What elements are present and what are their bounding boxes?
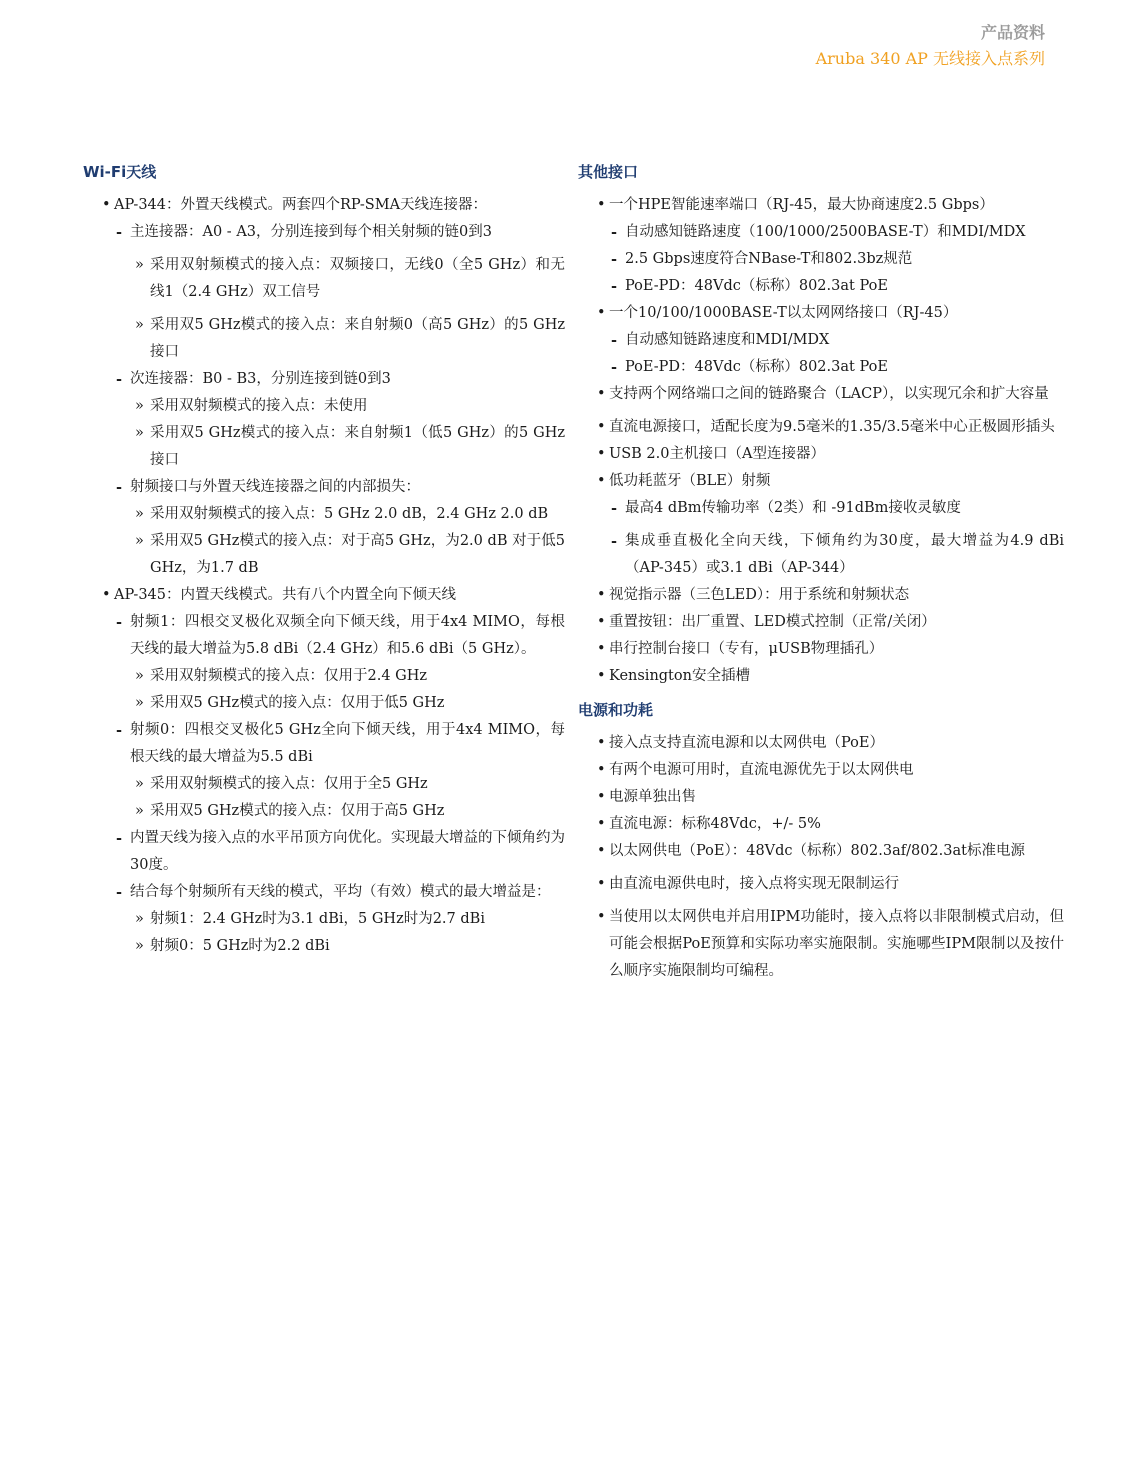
list-item: • 电源单独出售	[597, 789, 696, 805]
list-item: • 串行控制台接口（专有，μUSB物理插孔）	[597, 641, 884, 657]
list-item: - 主连接器：A0 - A3，分别连接到每个相关射频的链0到3	[116, 224, 492, 241]
list-item: • 一个10/100/1000BASE-T以太网网络接口（RJ-45）	[597, 305, 958, 321]
list-item: • 低功耗蓝牙（BLE）射频	[597, 473, 771, 489]
section-title-power: 电源和功耗	[578, 701, 654, 719]
list-item: • 一个HPE智能速率端口（RJ-45，最大协商速度2.5 Gbps）	[597, 197, 994, 213]
list-item: » 采用双射频模式的接入点：双频接口，无线0（全5 GHz）和无线1（2.4 GHz）双工信号	[135, 257, 565, 300]
list-item: - 射频1：四根交叉极化双频全向下倾天线，用于4x4 MIMO，每根天线的最大增益为5.8 dBi（2.4 GHz）和5.6 dBi（5 GHz）。	[116, 614, 565, 657]
list-item: » 采用双5 GHz模式的接入点：来自射频0（高5 GHz）的5 GHz接口	[135, 317, 565, 360]
list-item: - 自动感知链路速度（100/1000/2500BASE-T）和MDI/MDX	[611, 224, 1026, 241]
list-item: • 有两个电源可用时，直流电源优先于以太网供电	[597, 762, 914, 778]
list-item: » 采用双5 GHz模式的接入点：来自射频1（低5 GHz）的5 GHz接口	[135, 425, 565, 468]
list-item: » 采用双5 GHz模式的接入点：仅用于低5 GHz	[135, 695, 445, 711]
list-item: » 采用双射频模式的接入点：仅用于2.4 GHz	[135, 668, 428, 684]
list-item: • 由直流电源供电时，接入点将实现无限制运行	[597, 876, 899, 892]
list-item: - 射频0：四根交叉极化5 GHz全向下倾天线，用于4x4 MIMO，每根天线的最大增益为5.5 dBi	[116, 722, 565, 765]
list-item: • 视觉指示器（三色LED）：用于系统和射频状态	[597, 587, 910, 603]
list-item: • Kensington安全插槽	[597, 668, 750, 684]
list-item: » 射频0：5 GHz时为2.2 dBi	[135, 938, 330, 954]
list-item: • 直流电源接口，适配长度为9.5毫米的1.35/3.5毫米中心正极圆形插头	[597, 419, 1055, 435]
doc-category: 产品资料	[980, 23, 1045, 42]
list-item: • USB 2.0主机接口（A型连接器）	[597, 446, 825, 462]
list-item: - PoE-PD：48Vdc（标称）802.3at PoE	[611, 278, 888, 295]
list-item: » 采用双射频模式的接入点：仅用于全5 GHz	[135, 776, 428, 792]
list-item: • AP-344：外置天线模式。两套四个RP-SMA天线连接器：	[102, 197, 488, 213]
list-item: • AP-345：内置天线模式。共有八个内置全向下倾天线	[102, 587, 457, 603]
list-item: - 次连接器：B0 - B3，分别连接到链0到3	[116, 371, 391, 388]
left-column	[83, 162, 565, 960]
page-header	[816, 22, 1045, 72]
list-item: » 射频1：2.4 GHz时为3.1 dBi，5 GHz时为2.7 dBi	[135, 911, 485, 927]
list-item: - 集成垂直极化全向天线，下倾角约为30度，最大增益为4.9 dBi（AP-345）或3.1 dBi（AP-344）	[611, 533, 1064, 576]
list-item: - 最高4 dBm传输功率（2类）和 -91dBm接收灵敏度	[611, 500, 961, 517]
list-item: - 2.5 Gbps速度符合NBase-T和802.3bz规范	[611, 251, 913, 268]
list-item: • 接入点支持直流电源和以太网供电（PoE）	[597, 735, 884, 751]
list-item: » 采用双射频模式的接入点：5 GHz 2.0 dB，2.4 GHz 2.0 dB	[135, 506, 549, 522]
list-item: » 采用双5 GHz模式的接入点：对于高5 GHz，为2.0 dB 对于低5 GHz，为1.7 dB	[135, 533, 565, 576]
section-title-other-ports: 其他接口	[578, 163, 639, 181]
list-item: • 当使用以太网供电并启用IPM功能时，接入点将以非限制模式启动，但可能会根据PoE预算和实际功率实施限制。实施哪些IPM限制以及按什么顺序实施限制均可编程。	[597, 909, 1064, 979]
product-title: Aruba 340 AP 无线接入点系列	[815, 49, 1045, 68]
right-column	[578, 162, 1064, 985]
list-item: • 支持两个网络端口之间的链路聚合（LACP），以实现冗余和扩大容量	[597, 386, 1049, 402]
list-item: » 采用双射频模式的接入点：未使用	[135, 398, 368, 414]
list-item: » 采用双5 GHz模式的接入点：仅用于高5 GHz	[135, 803, 445, 819]
list-item: - 结合每个射频所有天线的模式，平均（有效）模式的最大增益是：	[116, 884, 551, 901]
list-item: - 射频接口与外置天线连接器之间的内部损失：	[116, 479, 420, 496]
list-item: • 重置按钮：出厂重置、LED模式控制（正常/关闭）	[597, 614, 936, 630]
list-item: - PoE-PD：48Vdc（标称）802.3at PoE	[611, 359, 888, 376]
section-title-wifi-antenna: Wi-Fi天线	[83, 163, 157, 181]
list-item: • 直流电源：标称48Vdc，+/- 5%	[597, 816, 821, 832]
list-item: - 内置天线为接入点的水平吊顶方向优化。实现最大增益的下倾角约为30度。	[116, 830, 565, 873]
list-item: • 以太网供电（PoE）：48Vdc（标称）802.3af/802.3at标准电源	[597, 843, 1025, 859]
list-item: - 自动感知链路速度和MDI/MDX	[611, 332, 830, 349]
